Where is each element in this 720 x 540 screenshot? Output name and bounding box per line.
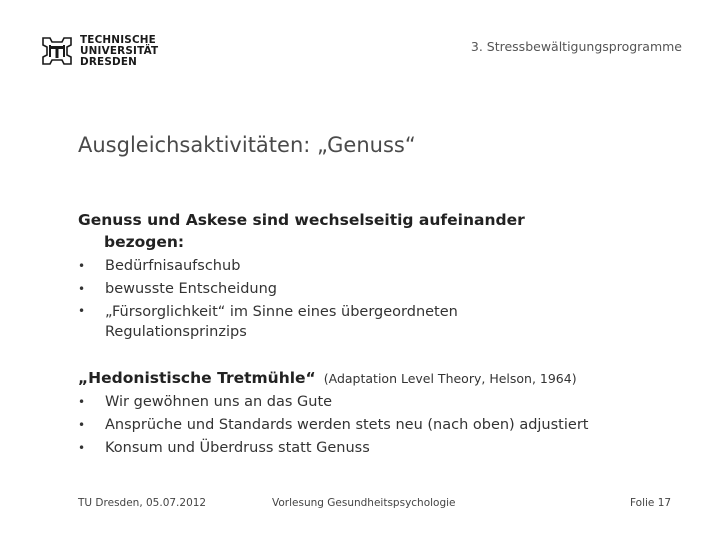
footer-course: Vorlesung Gesundheitspsychologie: [272, 497, 456, 509]
tu-dresden-logo-icon: [40, 34, 74, 68]
block1-heading-line2: bezogen:: [104, 233, 185, 251]
list-item: • „Fürsorglichkeit“ im Sinne eines übergeordneten Regulationsprinzips: [78, 301, 548, 342]
block2-heading-text: „Hedonistische Tretmühle“: [78, 369, 316, 387]
block1-heading-line1: Genuss und Askese sind wechselseitig aufeinander: [78, 211, 525, 229]
list-item: • Konsum und Überdruss statt Genuss: [78, 437, 678, 460]
block2-citation: (Adaptation Level Theory, Helson, 1964): [323, 371, 577, 386]
list-item: • Wir gewöhnen uns an das Gute: [78, 391, 678, 414]
slide-title: Ausgleichsaktivitäten: „Genuss“: [78, 133, 416, 157]
block2-list: [78, 391, 678, 460]
university-logo: [40, 34, 170, 70]
logo-line-1: TECHNISCHE: [80, 34, 156, 46]
footer-date: TU Dresden, 05.07.2012: [78, 497, 207, 509]
block1-list: [78, 255, 548, 342]
section-header: 3. Stressbewältigungsprogramme: [470, 39, 682, 54]
block1-heading: [78, 209, 638, 253]
list-item: • bewusste Entscheidung: [78, 278, 548, 301]
logo-line-3: DRESDEN: [80, 56, 138, 69]
logo-wordmark: [80, 35, 158, 69]
footer-slide-number: Folie 17: [630, 497, 672, 509]
block2-heading: [78, 368, 577, 387]
list-item: • Bedürfnisaufschub: [78, 255, 548, 278]
list-item: • Ansprüche und Standards werden stets neu (nach oben) adjustiert: [78, 414, 678, 437]
logo-line-2: UNIVERSITÄT: [80, 45, 159, 58]
